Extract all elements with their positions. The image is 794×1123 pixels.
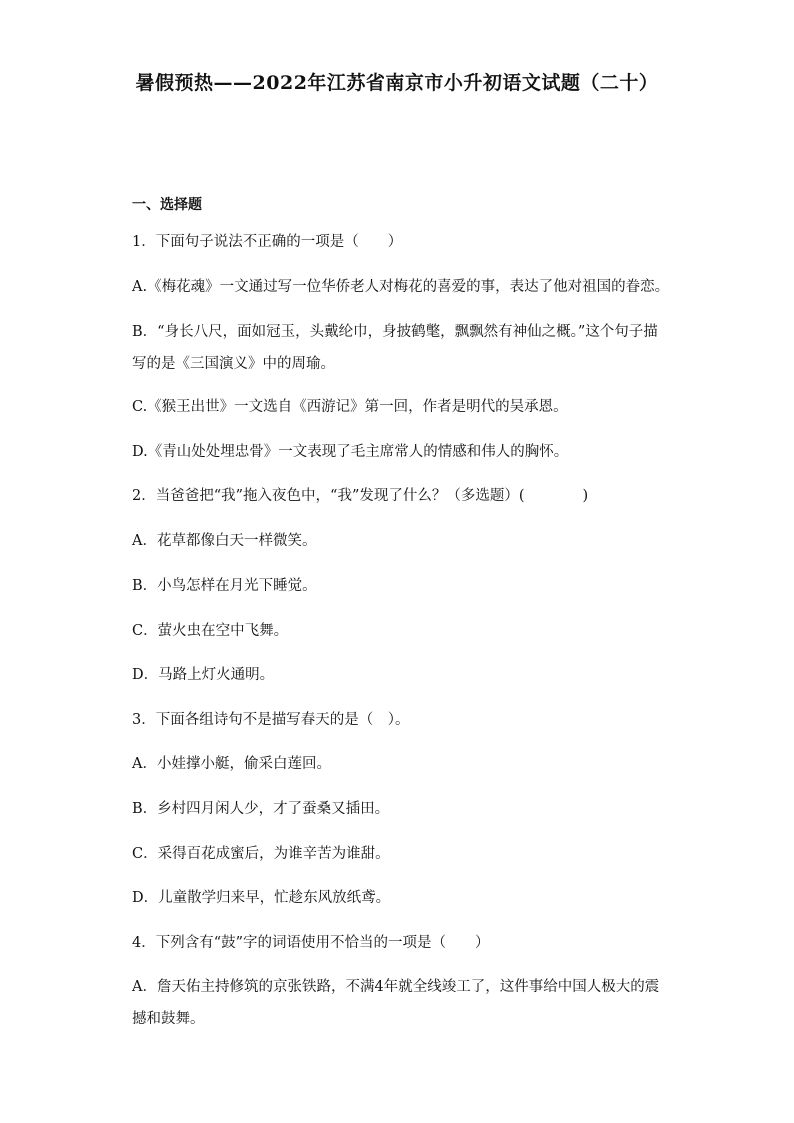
section-heading: 一、选择题 — [132, 197, 202, 213]
question-3-option-a: A．小娃撑小艇，偷采白莲回。 — [132, 756, 331, 772]
question-1-option-c: C.《猴王出世》一文选自《西游记》第一回，作者是明代的吴承恩。 — [132, 399, 568, 415]
question-4-stem: 4．下列含有“鼓”字的词语使用不恰当的一项是（ ） — [132, 935, 490, 951]
question-3-option-c: C．采得百花成蜜后，为谁辛苦为谁甜。 — [132, 846, 390, 862]
question-1-option-a: A.《梅花魂》一文通过写一位华侨老人对梅花的喜爱的事，表达了他对祖国的眷恋。 — [132, 279, 670, 295]
question-1-option-d: D.《青山处处埋忠骨》一文表现了毛主席常人的情感和伟人的胸怀。 — [132, 444, 569, 460]
question-2-option-a: A．花草都像白天一样微笑。 — [132, 533, 317, 549]
question-1-option-b: B．“身长八尺，面如冠玉，头戴纶巾，身披鹤氅，飘飘然有神仙之概。”这个句子描写的是《三国演义》中的周瑜。 — [132, 324, 658, 372]
document-title: 暑假预热——2022年江苏省南京市小升初语文试题（二十） — [135, 72, 659, 94]
question-3-option-b: B．乡村四月闲人少，才了蚕桑又插田。 — [132, 801, 390, 817]
question-4-option-a: A．詹天佑主持修筑的京张铁路，不满4年就全线竣工了，这件事给中国人极大的震撼和鼓舞。 — [132, 979, 660, 1027]
question-3-option-d: D．儿童散学归来早，忙趁东风放纸鸢。 — [132, 890, 391, 906]
question-2-stem: 2．当爸爸把“我”拖入夜色中，“我”发现了什么？（多选题）( ) — [132, 488, 589, 504]
question-3-stem: 3．下面各组诗句不是描写春天的是（ ）。 — [132, 712, 410, 728]
question-2-option-d: D．马路上灯火通明。 — [132, 667, 275, 683]
question-2-option-c: C．萤火虫在空中飞舞。 — [132, 623, 289, 639]
question-1-stem: 1．下面句子说法不正确的一项是（ ） — [132, 234, 403, 250]
question-2-option-b: B．小鸟怎样在月光下睡觉。 — [132, 578, 317, 594]
